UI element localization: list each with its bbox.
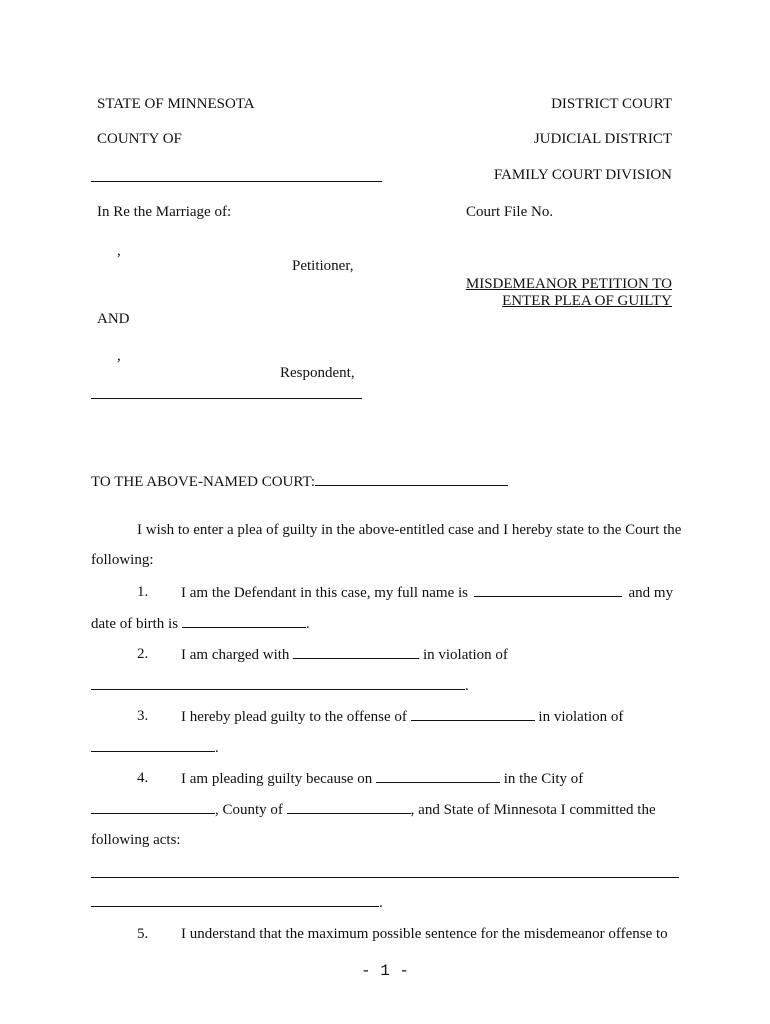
petitioner-name-comma: , [117, 243, 121, 259]
caption-rule-bottom [91, 398, 362, 399]
item-2-period: . [465, 678, 469, 694]
item-1-text-b: and my [628, 585, 674, 601]
intro-line-2: following: [91, 552, 154, 568]
item-3-number: 3. [137, 708, 149, 724]
item-1-number: 1. [137, 584, 149, 600]
item-4-text-c: , and State of Minnesota I committed the [410, 802, 656, 818]
judicial-district-label: JUDICIAL DISTRICT [533, 131, 672, 147]
item-4-number: 4. [137, 770, 149, 786]
full-name-blank[interactable] [474, 583, 622, 597]
item-1-line-2 [91, 614, 310, 633]
court-name-blank[interactable] [315, 472, 508, 486]
item-4-line-3: following acts: [91, 832, 181, 848]
item-3-text-a: I hereby plead guilty to the offense of [181, 709, 407, 725]
item-2-text-a: I am charged with [181, 647, 290, 663]
caption-rule-top [91, 181, 382, 182]
item-4-line-2 [91, 800, 656, 819]
item-2-number: 2. [137, 646, 149, 662]
county-of-label: , County of [215, 802, 283, 818]
county-blank[interactable] [287, 800, 411, 814]
item-4-text-b: in the City of [503, 771, 584, 787]
item-2-line-1 [181, 645, 508, 664]
item-5-number: 5. [137, 926, 149, 942]
intro-line-1: I wish to enter a plea of guilty in the above-entitled case and I hereby state to the Court the [137, 522, 682, 538]
item-3-line-1 [181, 707, 623, 726]
item-4-line-1 [181, 769, 583, 788]
item-1-text-a: I am the Defendant in this case, my full name is [181, 585, 468, 601]
dob-label: date of birth is [91, 616, 179, 632]
in-re-label: In Re the Marriage of: [97, 204, 232, 220]
acts-line-2 [91, 893, 383, 912]
item-1-line-1 [181, 583, 673, 602]
court-label: DISTRICT COURT [551, 96, 672, 112]
court-file-label: Court File No. [466, 204, 554, 220]
acts-blank-2[interactable] [91, 893, 379, 907]
item-2-line-2 [91, 676, 469, 695]
respondent-label: Respondent, [280, 365, 355, 381]
city-blank[interactable] [91, 800, 215, 814]
item-3-period: . [215, 740, 219, 756]
to-court-line [91, 472, 508, 491]
statute-blank-1[interactable] [91, 676, 465, 690]
item-3-line-2 [91, 738, 219, 757]
acts-line-1[interactable] [91, 877, 679, 878]
acts-period: . [379, 895, 383, 911]
page-number: - 1 - [360, 962, 409, 980]
date-blank[interactable] [376, 769, 500, 783]
family-court-division-label: FAMILY COURT DIVISION [493, 167, 672, 183]
respondent-name-comma: , [117, 348, 121, 364]
state-label: STATE OF MINNESOTA [97, 96, 255, 112]
title-line-1: MISDEMEANOR PETITION TO [465, 276, 672, 292]
offense-blank[interactable] [411, 707, 535, 721]
title-line-2: ENTER PLEA OF GUILTY [502, 293, 672, 309]
and-label: AND [97, 311, 130, 327]
item-4-text-a: I am pleading guilty because on [181, 771, 373, 787]
item-5-text: I understand that the maximum possible sentence for the misdemeanor offense to [181, 926, 668, 942]
petitioner-label: Petitioner, [292, 258, 354, 274]
item-3-text-b: in violation of [538, 709, 624, 725]
to-court-label: TO THE ABOVE-NAMED COURT: [91, 474, 316, 490]
county-label: COUNTY OF [97, 131, 182, 147]
statute-blank-2[interactable] [91, 738, 215, 752]
item-2-text-b: in violation of [422, 647, 508, 663]
date-of-birth-blank[interactable] [182, 614, 306, 628]
charge-blank[interactable] [293, 645, 419, 659]
dob-period: . [305, 616, 310, 632]
